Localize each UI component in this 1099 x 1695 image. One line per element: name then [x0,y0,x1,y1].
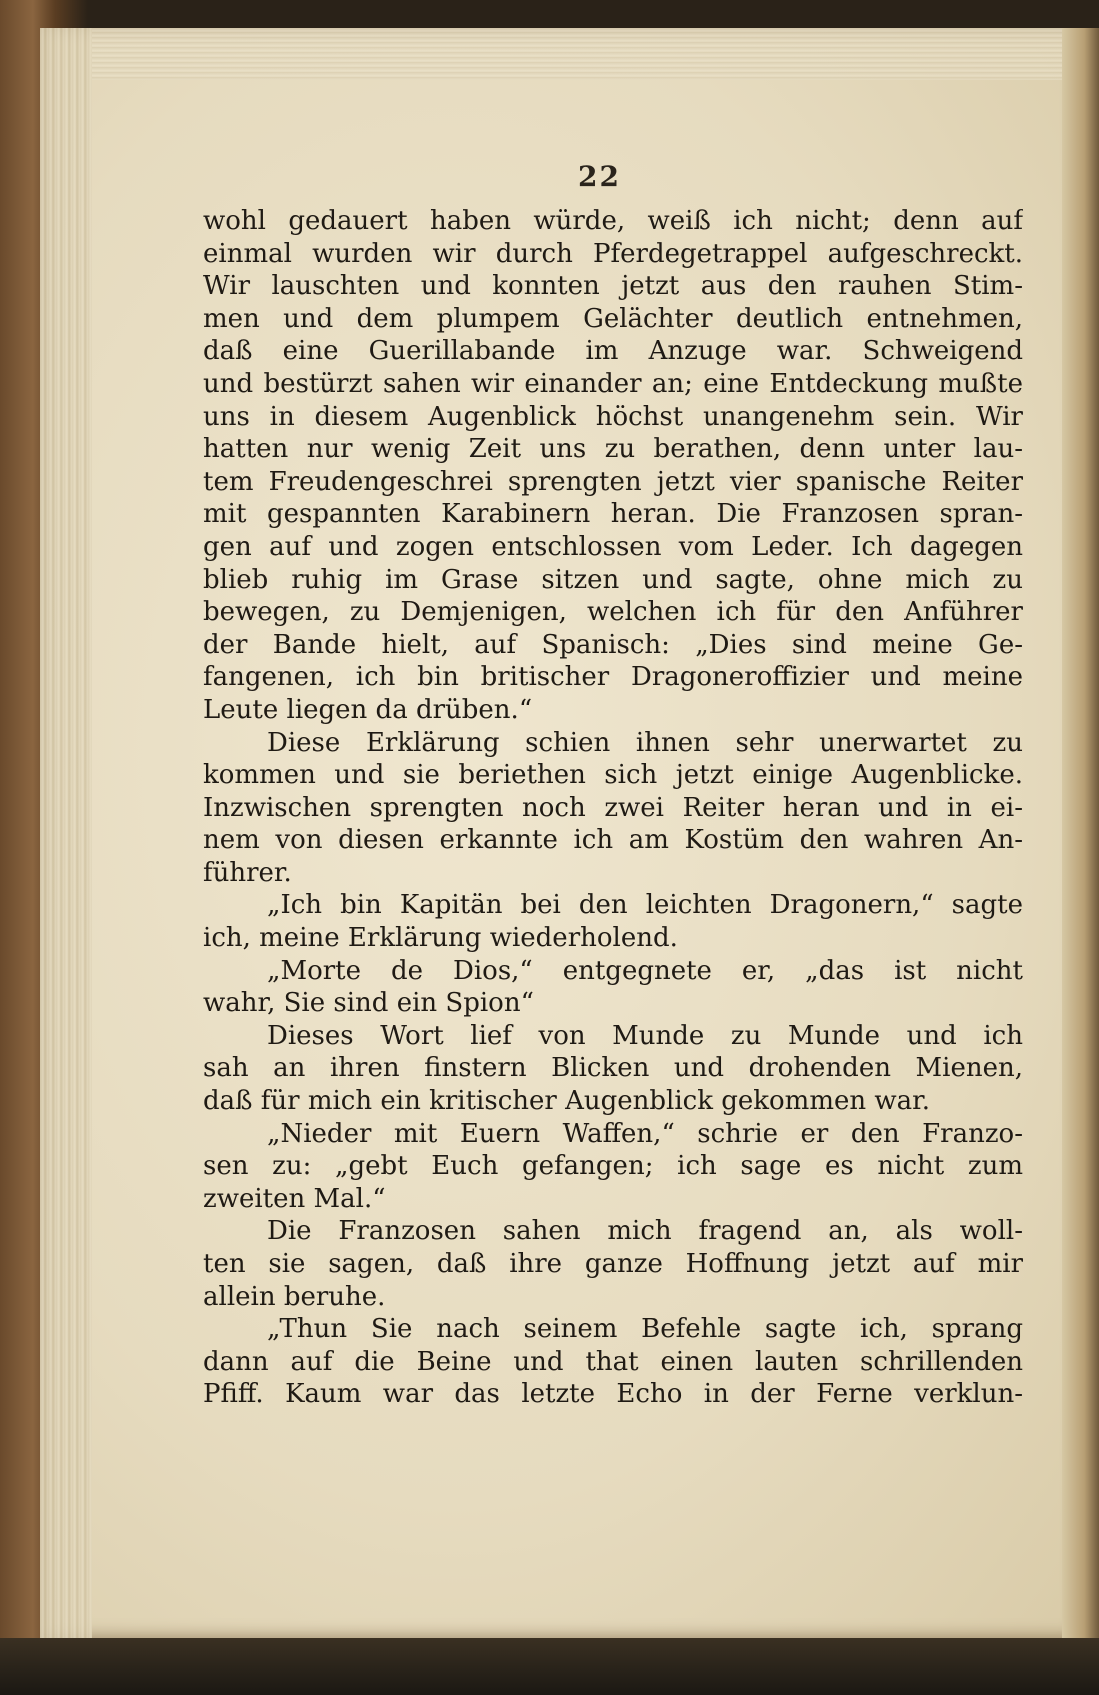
text-line: führer. [203,857,292,888]
text-line: und bestürzt sahen wir einander an; eine Entdeckung mußte [203,368,1023,399]
bottom-shadow-band [0,1638,1099,1695]
text-line: sen zu: „gebt Euch gefangen; ich sage es nicht zum [203,1151,1023,1182]
text-line: der Bande hielt, auf Spanisch: „Dies sind meine Ge- [203,629,1023,660]
text-line: ich, meine Erklärung wiederholend. [203,923,678,954]
text-line: kommen und sie beriethen sich jetzt einige Augenblicke. [203,760,1023,791]
text-line: Diese Erklärung schien ihnen sehr unerwartet zu [267,727,1023,758]
text-line: wahr, Sie sind ein Spion“ [203,988,534,1019]
text-line: „Ich bin Kapitän bei den leichten Dragonern,“ sagte [267,890,1023,921]
text-line: gen auf und zogen entschlossen vom Leder. Ich dagegen [203,531,1023,562]
text-line: sah an ihren finstern Blicken und drohenden Mienen, [203,1053,1023,1084]
text-line: Inzwischen sprengten noch zwei Reiter heran und in ei- [203,792,1023,823]
text-line: uns in diesem Augenblick höchst unangenehm sein. Wir [203,401,1023,432]
text-line: daß für mich ein kritischer Augenblick gekommen war. [203,1086,930,1117]
text-line: zweiten Mal.“ [203,1183,386,1214]
text-line: dann auf die Beine und that einen lauten schrillenden [203,1346,1023,1377]
text-line: „Thun Sie nach seinem Befehle sagte ich, sprang [267,1314,1023,1345]
body-text [203,205,1023,1411]
text-line: Leute liegen da drüben.“ [203,694,533,725]
text-line: hatten nur wenig Zeit uns zu berathen, denn unter lau- [203,434,1023,465]
text-line: men und dem plumpem Gelächter deutlich entnehmen, [203,303,1023,334]
text-line: Dieses Wort lief von Munde zu Munde und ich [267,1020,1023,1051]
text-line: bewegen, zu Demjenigen, welchen ich für den Anführer [203,597,1023,628]
text-line: tem Freudengeschrei sprengten jetzt vier spanische Reiter [203,466,1023,497]
text-line: Wir lauschten und konnten jetzt aus den rauhen Stim- [203,271,1023,302]
text-line: mit gespannten Karabinern heran. Die Franzosen spran- [203,499,1023,530]
text-line: Die Franzosen sahen mich fragend an, als woll- [267,1216,1023,1247]
page-stack-top-edge [92,28,1062,80]
page-number: 22 [578,160,621,193]
page-stack-left-edge [40,28,92,1638]
text-line: nem von diesen erkannte ich am Kostüm den wahren An- [203,825,1023,856]
text-line: ten sie sagen, daß ihre ganze Hoffnung jetzt auf mir [203,1249,1023,1279]
text-line: blieb ruhig im Grase sitzen und sagte, ohne mich zu [203,564,1023,595]
text-line: einmal wurden wir durch Pferdegetrappel aufgeschreckt. [203,238,1023,269]
text-line: „Morte de Dios,“ entgegnete er, „das ist nicht [267,955,1023,986]
text-line: allein beruhe. [203,1281,386,1312]
page-right-edge [1062,28,1099,1638]
text-line: fangenen, ich bin britischer Dragoneroffizier und meine [203,662,1023,693]
text-line: daß eine Guerillabande im Anzuge war. Schweigend [203,336,1023,367]
text-line: Pfiff. Kaum war das letzte Echo in der Ferne verklun- [203,1379,1023,1410]
text-line: „Nieder mit Euern Waffen,“ schrie er den Franzo- [267,1118,1023,1149]
text-line: wohl gedauert haben würde, weiß ich nicht; denn auf [203,206,1023,236]
